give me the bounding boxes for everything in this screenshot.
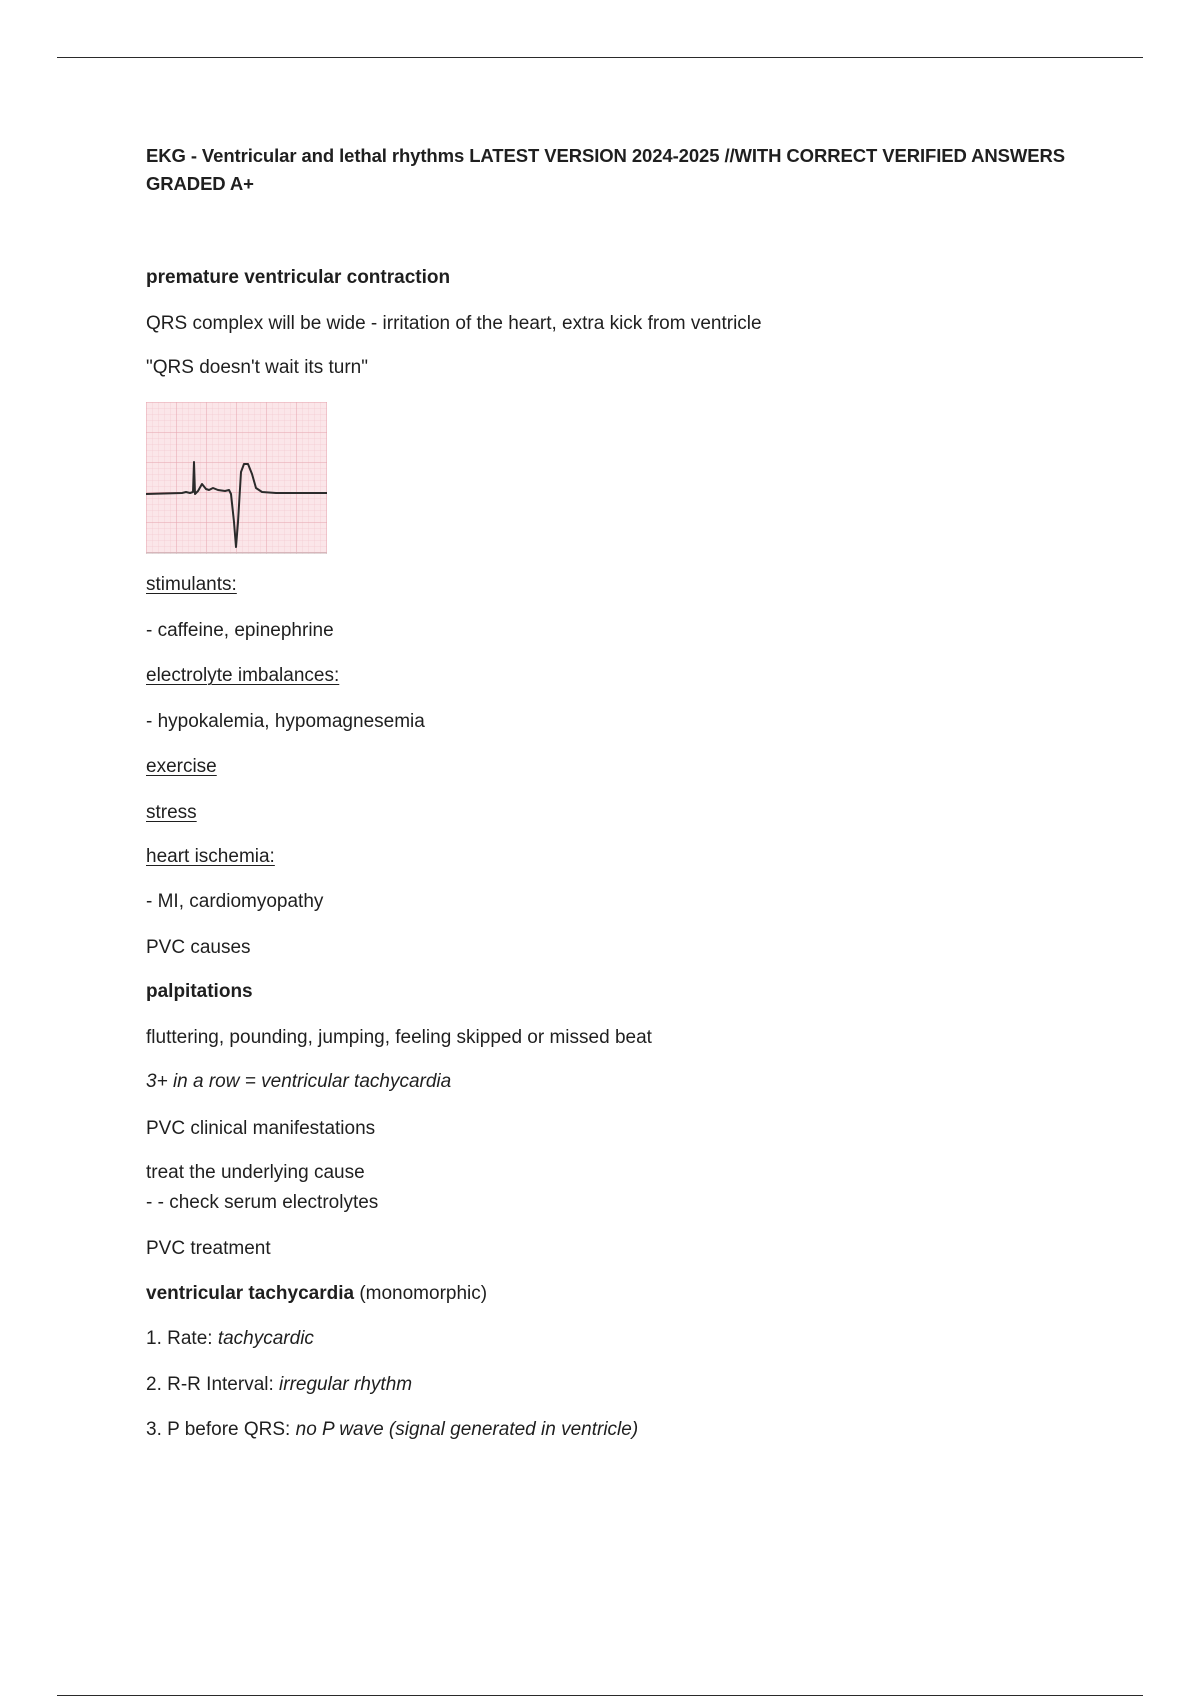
electrolyte-items: - hypokalemia, hypomagnesemia bbox=[146, 711, 425, 732]
pvc-heading: premature ventricular contraction bbox=[146, 267, 451, 288]
criterion-rate bbox=[146, 1327, 314, 1351]
palpitations-heading: palpitations bbox=[146, 981, 253, 1002]
criterion-p-value: no P wave (signal generated in ventricle) bbox=[295, 1419, 639, 1440]
stimulants-items: - caffeine, epinephrine bbox=[146, 620, 334, 641]
pvc-causes-term: PVC causes bbox=[146, 937, 251, 958]
criterion-rr-label: 2. R-R Interval: bbox=[146, 1374, 280, 1395]
exercise-label: exercise bbox=[146, 756, 217, 777]
criterion-rate-label: 1. Rate: bbox=[146, 1328, 218, 1349]
treatment-line-1: treat the underlying cause bbox=[146, 1162, 365, 1183]
ischemia-items: - MI, cardiomyopathy bbox=[146, 891, 324, 912]
vtach-heading bbox=[146, 1282, 487, 1306]
document-title: EKG - Ventricular and lethal rhythms LATEST VERSION 2024-2025 //WITH CORRECT VERIFIED ANSWERS GRADED A+ bbox=[146, 145, 1065, 194]
criterion-rr-interval bbox=[146, 1373, 412, 1397]
criterion-p-before-qrs bbox=[146, 1418, 638, 1442]
palpitations-description: fluttering, pounding, jumping, feeling skipped or missed beat bbox=[146, 1027, 652, 1048]
ischemia-label: heart ischemia: bbox=[146, 846, 275, 867]
pvc-definition: QRS complex will be wide - irritation of the heart, extra kick from ventricle bbox=[146, 313, 762, 334]
stimulants-label: stimulants: bbox=[146, 574, 237, 595]
electrolyte-label: electrolyte imbalances: bbox=[146, 665, 340, 686]
pvc-treatment-term: PVC treatment bbox=[146, 1238, 271, 1259]
vtach-note: 3+ in a row = ventricular tachycardia bbox=[146, 1071, 452, 1092]
bottom-rule bbox=[57, 1695, 1143, 1696]
criterion-rr-value: irregular rhythm bbox=[279, 1374, 413, 1395]
vtach-heading-bold: ventricular tachycardia bbox=[146, 1283, 355, 1304]
top-rule bbox=[57, 57, 1143, 58]
vtach-heading-suffix: (monomorphic) bbox=[354, 1283, 488, 1304]
criterion-p-label: 3. P before QRS: bbox=[146, 1419, 296, 1440]
criterion-rate-value: tachycardic bbox=[217, 1328, 314, 1349]
pvc-manifestations-term: PVC clinical manifestations bbox=[146, 1118, 376, 1139]
pvc-quote: "QRS doesn't wait its turn" bbox=[146, 357, 368, 378]
ekg-strip-image bbox=[146, 402, 327, 554]
stress-label: stress bbox=[146, 802, 197, 823]
treatment-line-2: - - check serum electrolytes bbox=[146, 1192, 379, 1213]
